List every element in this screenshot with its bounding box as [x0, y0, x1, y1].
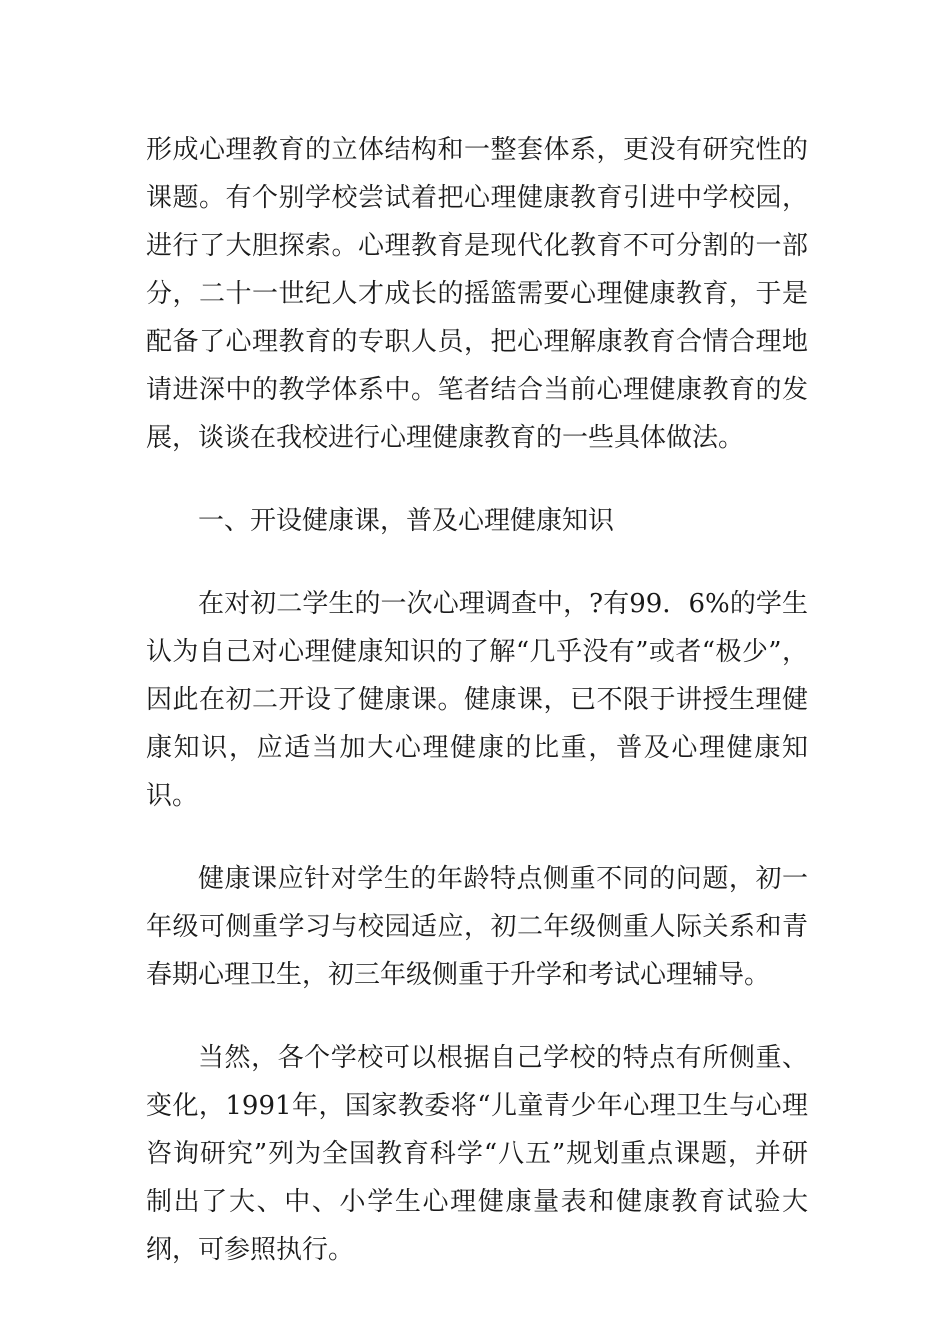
paragraph-reference: 当然，各个学校可以根据自己学校的特点有所侧重、变化，1991年，国家教委将“儿童青少年心理卫生与心理咨询研究”列为全国教育科学“八五”规划重点课题，并研制出了大、中、小学生心理健康量表和健康教育试验大纲，可参照执行。 [146, 1043, 808, 1265]
paragraph-grade-focus: 健康课应针对学生的年龄特点侧重不同的问题，初一年级可侧重学习与校园适应，初二年级侧重人际关系和青春期心理卫生，初三年级侧重于升学和考试心理辅导。 [146, 864, 808, 990]
section-heading: 一、开设健康课，普及心理健康知识 [198, 506, 615, 536]
paragraph-continuation: 形成心理教育的立体结构和一整套体系，更没有研究性的课题。有个别学校尝试着把心理健康教育引进中学校园，进行了大胆探索。心理教育是现代化教育不可分割的一部分，二十一世纪人才成长的摇篮需要心理健康教育，于是配备了心理教育的专职人员，把心理解康教育合情合理地请进深中的教学体系中。笔者结合当前心理健康教育的发展，谈谈在我校进行心理健康教育的一些具体做法。 [146, 135, 808, 453]
paragraph-survey: 在对初二学生的一次心理调查中，?有99．6%的学生认为自己对心理健康知识的了解“几乎没有”或者“极少”，因此在初二开设了健康课。健康课，已不限于讲授生理健康知识，应适当加大心理健康的比重，普及心理健康知识。 [146, 589, 808, 811]
document-body [146, 126, 808, 1309]
